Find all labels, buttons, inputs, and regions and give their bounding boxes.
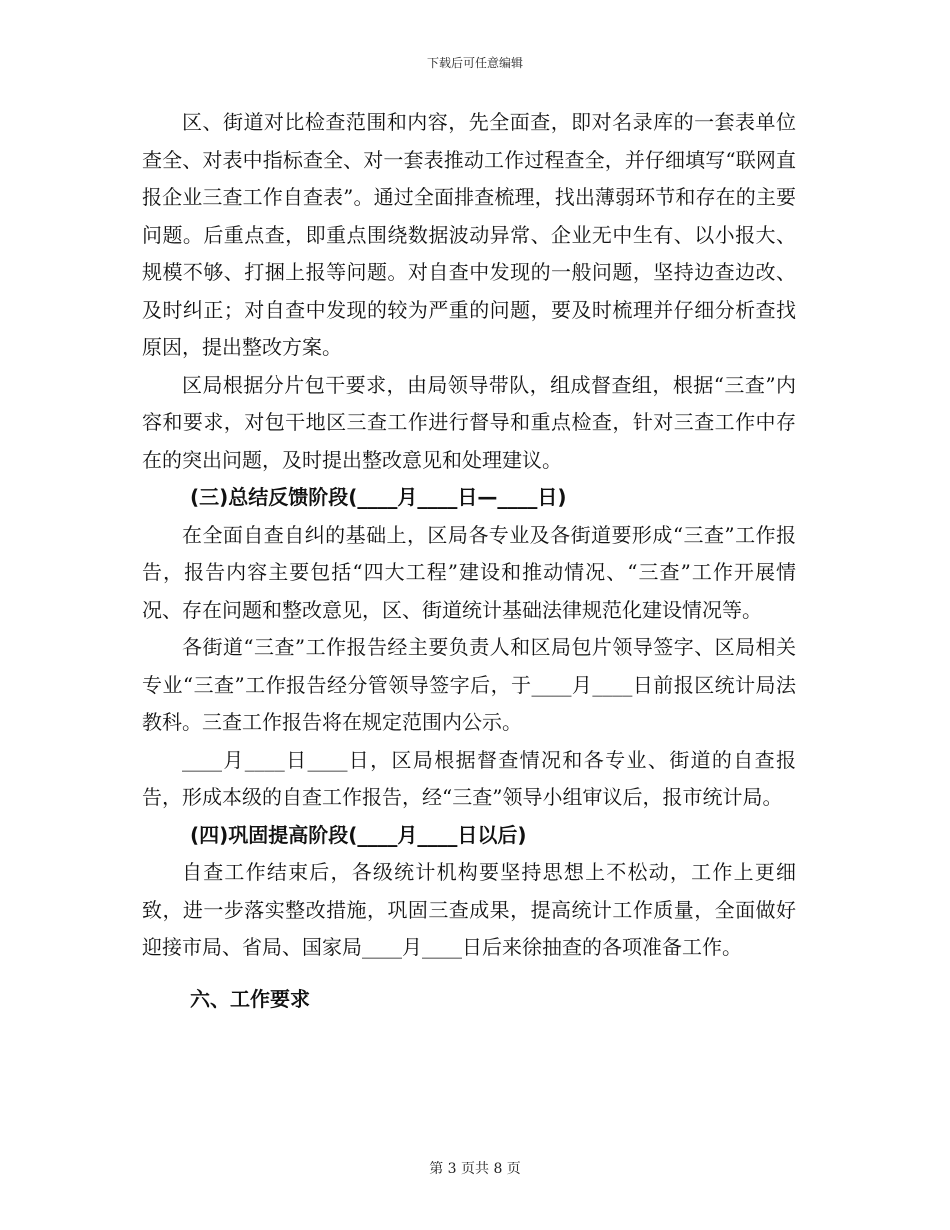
heading-work-requirements: 六、工作要求	[190, 986, 310, 1011]
paragraph-consolidation: 自查工作结束后，各级统计机构要坚持思想上不松动，工作上更细致，进一步落实整改措施，巩固三查成果，提高统计工作质量，全面做好迎接市局、省局、国家局____月____日后来徐抽查的各项准备工作。	[142, 860, 796, 959]
section-spacer	[142, 967, 796, 981]
paragraph-self-check: 区、街道对比检查范围和内容，先全面查，即对名录库的一套表单位查全、对表中指标查全、对一套表推动工作过程查全，并仔细填写“联网直报企业三查工作自查表”。通过全面排查梳理，找出薄弱环节和存在的主要问题。后重点查，即重点围绕数据波动异常、企业无中生有、以小报大、规模不够、打捆上报等问题。对自查中发现的一般问题，坚持边查边改、及时纠正；对自查中发现的较为严重的问题，要及时梳理并仔细分析查找原因，提出整改方案。	[142, 110, 796, 359]
page-header: 下载后可任意编辑	[426, 56, 523, 70]
document-body	[142, 104, 796, 1018]
heading-summary-stage: (三)总结反馈阶段(____月____日—____日)	[190, 485, 567, 509]
page-footer: 第 3 页共 8 页	[429, 1161, 521, 1177]
paragraph-supervision: 区局根据分片包干要求，由局领导带队，组成督查组，根据“三查”内容和要求，对包干地区三查工作进行督导和重点检查，针对三查工作中存在的突出问题，及时提出整改意见和处理建议。	[142, 372, 796, 472]
heading-consolidation-stage: (四)巩固提高阶段(____月____日以后)	[190, 822, 527, 847]
paragraph-report-content: 在全面自查自纠的基础上，区局各专业及各街道要形成“三查”工作报告，报告内容主要包括“四大工程”建设和推动情况、“三查”工作开展情况、存在问题和整改意见，区、街道统计基础法律规范化建设情况等。	[142, 522, 796, 622]
paragraph-district-report: ____月____日____日，区局根据督查情况和各专业、街道的自查报告，形成本级的自查工作报告，经“三查”领导小组审议后，报市统计局。	[142, 747, 796, 809]
paragraph-report-signing: 各街道“三查”工作报告经主要负责人和区局包片领导签字、区局相关专业“三查”工作报告经分管领导签字后，于____月____日前报区统计局法教科。三查工作报告将在规定范围内公示。	[142, 635, 796, 734]
